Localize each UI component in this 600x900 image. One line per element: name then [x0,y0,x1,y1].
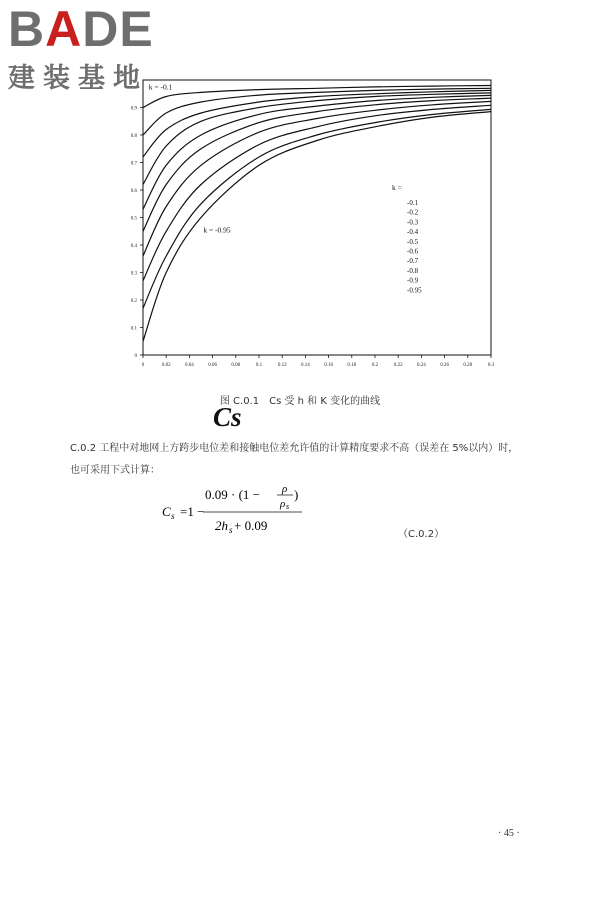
formula-rho-s: ρ [280,498,286,510]
x-tick-label: 0.2 [371,363,379,368]
chart-annotation: k = -0.1 [148,82,173,92]
y-tick-label: 0.5 [130,216,137,222]
paragraph-line-2: 也可采用下式计算： [70,465,160,476]
cs-curve-chart [120,68,500,380]
legend-entry: -0.4 [407,228,419,237]
x-tick-label: 0.22 [393,363,403,368]
page-number: · 45 · [498,828,520,839]
y-tick-label: 0.4 [130,244,137,249]
x-tick-label: 0 [141,363,145,368]
formula-lhs-sub: s [171,511,175,521]
x-tick-label: 0.06 [208,363,217,368]
curve-k-0.95 [143,112,491,342]
formula-rho-s-sub: s [286,502,290,511]
logo-letter: E [119,1,154,57]
y-tick-label: 0.6 [130,189,137,194]
formula-eq-one: =1 − [180,504,205,519]
chart-annotation: k = -0.95 [203,225,231,235]
legend-entry: -0.5 [407,237,419,246]
plot-frame [143,80,491,355]
x-tick-label: 0.02 [161,363,171,368]
equation-label: （C.0.2） [398,529,445,540]
y-tick-label: 0.9 [130,106,137,112]
y-tick-label: 0 [134,354,137,359]
logo-letter: B [8,1,46,57]
formula-denominator-suffix: + 0.09 [234,518,268,533]
legend-entry: -0.6 [407,247,419,256]
chart-legend [392,183,422,294]
y-tick-label: 0.1 [130,326,137,332]
logo-letter: D [82,1,120,57]
x-tick-label: 0.14 [301,363,310,368]
section-paragraph [70,438,540,482]
x-tick-label: 0.24 [417,363,426,368]
legend-entry: -0.7 [407,257,419,266]
formula-rho: ρ [282,483,288,495]
x-tick-label: 0.08 [231,363,241,368]
legend-title: k = [392,183,402,192]
legend-entry: -0.1 [407,199,419,207]
x-tick-label: 0.16 [324,363,333,368]
x-tick-label: 0.1 [255,363,263,368]
legend-entry: -0.8 [407,266,419,275]
logo-subtitle: 建装基地 [8,63,148,94]
paragraph-line-1: C.0.2 工程中对地网上方跨步电位差和接触电位差允许值的计算精度要求不高（误差在 5%以内）时， [70,443,519,454]
x-tick-label: 0.28 [463,363,473,368]
formula-denominator: 2h [215,518,228,533]
y-tick-label: 0.2 [130,299,137,304]
y-tick-label: 0.7 [130,161,137,167]
y-axis-ticks [131,107,143,360]
curve-k-0.9 [143,109,491,308]
curve-k-0.8 [143,105,491,280]
x-tick-label: 0.18 [347,363,357,368]
chart-curves [143,86,491,342]
y-tick-label: 0.8 [130,134,137,139]
legend-entry: -0.9 [407,276,419,285]
x-tick-label: 0.04 [185,363,194,368]
cs-formula [160,478,330,540]
formula-lhs: C [162,504,171,519]
formula-numerator-suffix: ) [294,487,299,502]
x-tick-label: 0.26 [440,363,449,368]
x-axis-ticks [142,355,495,368]
formula-denominator-sub: s [229,525,233,535]
cs-symbol: Cs [213,402,242,432]
formula-numerator-prefix: 0.09 · (1 − [205,487,260,502]
figure-caption: 图 C.0.1 Cs 受 h 和 K 变化的曲线 [219,396,381,407]
legend-entry: -0.2 [407,208,419,217]
x-tick-label: 0.12 [277,363,287,368]
logo-wordmark [8,1,183,57]
logo-letter: A [45,1,83,57]
y-tick-label: 0.3 [130,271,137,277]
legend-entry: -0.95 [407,286,422,295]
legend-entry: -0.3 [407,218,419,227]
x-tick-label: 0.3 [487,363,495,368]
chart-annotations [149,83,231,235]
